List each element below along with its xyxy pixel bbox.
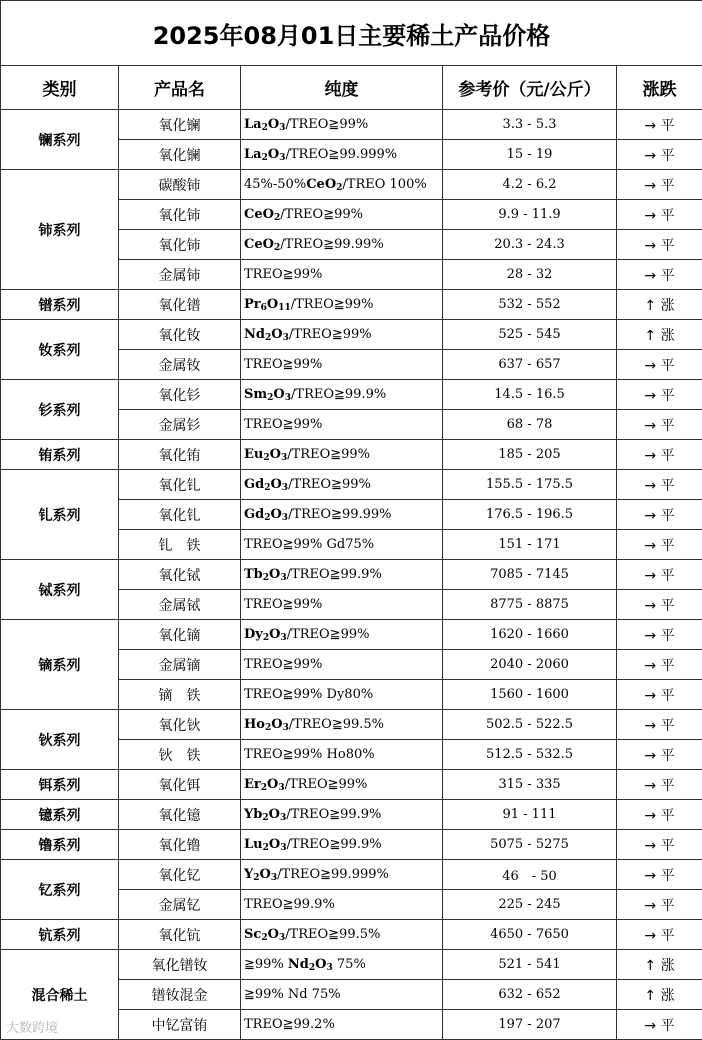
table-row bbox=[1, 380, 702, 410]
formula-element: O bbox=[268, 836, 281, 852]
chemical-formula bbox=[244, 507, 288, 522]
purity-prefix: ≧99% bbox=[244, 956, 288, 972]
purity-text: /TREO≧99.9% bbox=[286, 806, 382, 822]
formula-element: O bbox=[267, 776, 279, 792]
formula-subscript: 3 bbox=[281, 512, 289, 523]
formula-element: Lu bbox=[244, 836, 263, 852]
purity-text: 75% bbox=[332, 956, 366, 972]
purity-cell bbox=[241, 350, 443, 380]
formula-element: La bbox=[244, 146, 262, 162]
product-cell: 金属铽 bbox=[119, 590, 241, 620]
product-cell: 中钇富铕 bbox=[119, 1010, 241, 1040]
trend-cell: → 平 bbox=[617, 110, 702, 140]
purity-cell bbox=[241, 950, 443, 980]
trend-cell: → 平 bbox=[617, 230, 702, 260]
purity-cell bbox=[241, 560, 443, 590]
price-cell: 4650 - 7650 bbox=[443, 920, 617, 950]
formula-subscript: 2 bbox=[253, 872, 260, 883]
price-cell: 532 - 552 bbox=[443, 290, 617, 320]
price-cell: 525 - 545 bbox=[443, 320, 617, 350]
purity-cell bbox=[241, 470, 443, 500]
chemical-formula bbox=[244, 627, 287, 642]
formula-element: Er bbox=[244, 776, 261, 792]
price-cell: 15 - 19 bbox=[443, 140, 617, 170]
category-cell: 镥系列 bbox=[1, 830, 119, 860]
price-cell: 185 - 205 bbox=[443, 440, 617, 470]
header-row bbox=[1, 66, 702, 110]
formula-element: Yb bbox=[244, 806, 263, 822]
price-cell: 91 - 111 bbox=[443, 800, 617, 830]
purity-cell bbox=[241, 500, 443, 530]
formula-subscript: 2 bbox=[336, 182, 343, 193]
purity-text: TREO≧99.9% bbox=[244, 897, 335, 912]
category-cell: 铈系列 bbox=[1, 170, 119, 290]
purity-cell bbox=[241, 830, 443, 860]
price-cell: 3.3 - 5.3 bbox=[443, 110, 617, 140]
formula-subscript: 3 bbox=[280, 842, 287, 853]
page-title: 2025年08月01日主要稀土产品价格 bbox=[1, 1, 702, 66]
product-cell: 氧化镨钕 bbox=[119, 950, 241, 980]
product-cell: 镝 铁 bbox=[119, 680, 241, 710]
formula-subscript: 3 bbox=[281, 482, 289, 493]
chemical-formula bbox=[244, 387, 291, 402]
formula-element: Eu bbox=[244, 446, 264, 462]
watermark: 大数跨境 bbox=[6, 1021, 59, 1036]
purity-text: TREO≧99% bbox=[244, 357, 323, 372]
purity-text: /TREO≧99% bbox=[288, 326, 372, 342]
product-cell: 镨钕混金 bbox=[119, 980, 241, 1010]
category-cell: 钇系列 bbox=[1, 860, 119, 920]
formula-element: O bbox=[269, 446, 281, 462]
formula-subscript: 3 bbox=[279, 152, 286, 163]
purity-cell bbox=[241, 800, 443, 830]
chemical-formula bbox=[288, 957, 333, 972]
purity-text: /TREO≧99% bbox=[280, 206, 363, 222]
trend-cell: → 平 bbox=[617, 590, 702, 620]
product-cell: 氧化钆 bbox=[119, 500, 241, 530]
formula-subscript: 3 bbox=[280, 452, 288, 463]
price-cell: 8775 - 8875 bbox=[443, 590, 617, 620]
price-cell: 502.5 - 522.5 bbox=[443, 710, 617, 740]
trend-cell: → 平 bbox=[617, 560, 702, 590]
category-cell: 钪系列 bbox=[1, 920, 119, 950]
formula-subscript: 2 bbox=[261, 122, 268, 133]
purity-prefix: 45%-50% bbox=[244, 176, 307, 192]
formula-element: O bbox=[267, 116, 280, 132]
chemical-formula bbox=[244, 777, 285, 792]
product-cell: 氧化铽 bbox=[119, 560, 241, 590]
formula-subscript: 2 bbox=[264, 722, 272, 733]
price-cell: 225 - 245 bbox=[443, 890, 617, 920]
formula-subscript: 2 bbox=[262, 572, 270, 583]
purity-text: TREO≧99% bbox=[244, 657, 323, 672]
purity-text: TREO≧99% Gd75% bbox=[244, 537, 375, 552]
formula-subscript: 3 bbox=[282, 332, 289, 343]
formula-element: O bbox=[262, 206, 274, 222]
trend-cell: ↑ 涨 bbox=[617, 290, 702, 320]
product-cell: 金属铈 bbox=[119, 260, 241, 290]
chemical-formula bbox=[244, 837, 286, 852]
trend-cell: → 平 bbox=[617, 140, 702, 170]
formula-subscript: 2 bbox=[262, 842, 269, 853]
product-cell: 氧化钪 bbox=[119, 920, 241, 950]
header-product: 产品名 bbox=[119, 66, 241, 110]
header-trend: 涨跌 bbox=[617, 66, 702, 110]
price-cell: 9.9 - 11.9 bbox=[443, 200, 617, 230]
product-cell: 金属钇 bbox=[119, 890, 241, 920]
trend-cell: → 平 bbox=[617, 410, 702, 440]
price-cell: 2040 - 2060 bbox=[443, 650, 617, 680]
purity-cell bbox=[241, 230, 443, 260]
trend-cell: ↑ 涨 bbox=[617, 950, 702, 980]
price-cell: 637 - 657 bbox=[443, 350, 617, 380]
price-cell: 4.2 - 6.2 bbox=[443, 170, 617, 200]
formula-element: Ce bbox=[244, 236, 263, 252]
chemical-formula bbox=[244, 717, 289, 732]
category-cell: 钬系列 bbox=[1, 710, 119, 770]
product-cell: 氧化镱 bbox=[119, 800, 241, 830]
product-cell: 氧化镝 bbox=[119, 620, 241, 650]
purity-text: TREO≧99% bbox=[244, 267, 323, 282]
formula-element: Gd bbox=[244, 506, 265, 522]
formula-element: Pr bbox=[244, 296, 261, 312]
formula-element: O bbox=[267, 926, 279, 942]
purity-text: /TREO≧99% bbox=[285, 116, 369, 132]
purity-cell bbox=[241, 380, 443, 410]
trend-cell: → 平 bbox=[617, 860, 702, 890]
purity-cell bbox=[241, 410, 443, 440]
category-cell: 混合稀土 bbox=[1, 950, 119, 1040]
table-row bbox=[1, 830, 702, 860]
price-cell: 315 - 335 bbox=[443, 770, 617, 800]
purity-text: /TREO≧99% bbox=[288, 476, 371, 492]
formula-subscript: 2 bbox=[264, 482, 271, 493]
purity-text: TREO≧99% Ho80% bbox=[244, 747, 375, 762]
purity-text: /TREO 100% bbox=[342, 176, 427, 192]
price-cell: 1620 - 1660 bbox=[443, 620, 617, 650]
formula-subscript: 3 bbox=[282, 722, 289, 733]
formula-element: O bbox=[267, 146, 280, 162]
purity-cell bbox=[241, 140, 443, 170]
purity-text: /TREO≧99.999% bbox=[277, 866, 389, 882]
price-cell: 7085 - 7145 bbox=[443, 560, 617, 590]
product-cell: 碳酸铈 bbox=[119, 170, 241, 200]
purity-text: /TREO≧99.5% bbox=[285, 926, 381, 942]
trend-cell: → 平 bbox=[617, 830, 702, 860]
purity-cell bbox=[241, 530, 443, 560]
header-price: 参考价（元/公斤） bbox=[443, 66, 617, 110]
price-cell: 5075 - 5275 bbox=[443, 830, 617, 860]
trend-cell: → 平 bbox=[617, 1010, 702, 1040]
chemical-formula bbox=[244, 927, 285, 942]
formula-subscript: 2 bbox=[261, 152, 268, 163]
product-cell: 金属镝 bbox=[119, 650, 241, 680]
formula-element: O bbox=[270, 476, 282, 492]
formula-element: Dy bbox=[244, 626, 263, 642]
purity-text: /TREO≧99.9% bbox=[286, 566, 382, 582]
formula-element: O bbox=[271, 716, 283, 732]
category-cell: 钕系列 bbox=[1, 320, 119, 380]
formula-element: O bbox=[273, 386, 285, 402]
formula-subscript: 3 bbox=[279, 812, 287, 823]
formula-element: Ce bbox=[306, 176, 325, 192]
trend-cell: → 平 bbox=[617, 800, 702, 830]
price-cell: 1560 - 1600 bbox=[443, 680, 617, 710]
purity-cell bbox=[241, 170, 443, 200]
formula-element: O bbox=[269, 626, 281, 642]
formula-element: Gd bbox=[244, 476, 265, 492]
trend-cell: → 平 bbox=[617, 890, 702, 920]
formula-element: Nd bbox=[287, 956, 309, 972]
formula-subscript: 2 bbox=[267, 392, 274, 403]
trend-cell: → 平 bbox=[617, 200, 702, 230]
price-cell: 28 - 32 bbox=[443, 260, 617, 290]
formula-subscript: 3 bbox=[280, 632, 287, 643]
formula-element: O bbox=[271, 326, 283, 342]
chemical-formula bbox=[244, 237, 280, 252]
formula-element: O bbox=[315, 956, 327, 972]
table-row bbox=[1, 800, 702, 830]
category-cell: 钐系列 bbox=[1, 380, 119, 440]
product-cell: 氧化钬 bbox=[119, 710, 241, 740]
category-cell: 镱系列 bbox=[1, 800, 119, 830]
chemical-formula bbox=[244, 297, 291, 312]
purity-text: TREO≧99% Dy80% bbox=[244, 687, 374, 702]
product-cell: 氧化铈 bbox=[119, 200, 241, 230]
trend-cell: → 平 bbox=[617, 710, 702, 740]
purity-text: TREO≧99.2% bbox=[244, 1017, 335, 1032]
product-cell: 金属钕 bbox=[119, 350, 241, 380]
purity-text: /TREO≧99% bbox=[287, 446, 371, 462]
chemical-formula bbox=[244, 567, 287, 582]
category-cell: 铕系列 bbox=[1, 440, 119, 470]
category-cell: 镝系列 bbox=[1, 620, 119, 710]
purity-text: /TREO≧99.9% bbox=[286, 836, 382, 852]
purity-cell bbox=[241, 980, 443, 1010]
formula-element: Nd bbox=[244, 326, 265, 342]
purity-text: /TREO≧99.99% bbox=[288, 506, 392, 522]
formula-subscript: 2 bbox=[273, 242, 281, 253]
purity-cell bbox=[241, 620, 443, 650]
formula-subscript: 2 bbox=[263, 452, 270, 463]
table-row bbox=[1, 110, 702, 140]
product-cell: 氧化钕 bbox=[119, 320, 241, 350]
price-cell: 46 - 50 bbox=[443, 860, 617, 890]
formula-element: Tb bbox=[244, 566, 263, 582]
price-cell: 20.3 - 24.3 bbox=[443, 230, 617, 260]
product-cell: 氧化镨 bbox=[119, 290, 241, 320]
purity-cell bbox=[241, 740, 443, 770]
table-row bbox=[1, 620, 702, 650]
table-row bbox=[1, 920, 702, 950]
category-cell: 镨系列 bbox=[1, 290, 119, 320]
trend-cell: → 平 bbox=[617, 440, 702, 470]
chemical-formula bbox=[244, 477, 288, 492]
purity-cell bbox=[241, 890, 443, 920]
trend-cell: → 平 bbox=[617, 350, 702, 380]
formula-subscript: 3 bbox=[284, 392, 292, 403]
formula-element: O bbox=[259, 866, 271, 882]
purity-cell bbox=[241, 200, 443, 230]
trend-cell: → 平 bbox=[617, 680, 702, 710]
purity-text: /TREO≧99% bbox=[286, 626, 370, 642]
table-row bbox=[1, 860, 702, 890]
purity-cell bbox=[241, 920, 443, 950]
price-cell: 155.5 - 175.5 bbox=[443, 470, 617, 500]
trend-cell: ↑ 涨 bbox=[617, 980, 702, 1010]
table-row bbox=[1, 770, 702, 800]
formula-subscript: 3 bbox=[270, 872, 278, 883]
price-cell: 14.5 - 16.5 bbox=[443, 380, 617, 410]
trend-cell: → 平 bbox=[617, 260, 702, 290]
chemical-formula bbox=[244, 867, 277, 882]
formula-subscript: 3 bbox=[326, 962, 333, 973]
trend-cell: → 平 bbox=[617, 620, 702, 650]
header-purity: 纯度 bbox=[241, 66, 443, 110]
price-cell: 521 - 541 bbox=[443, 950, 617, 980]
category-cell: 铒系列 bbox=[1, 770, 119, 800]
formula-subscript: 3 bbox=[280, 572, 287, 583]
purity-cell bbox=[241, 440, 443, 470]
purity-cell bbox=[241, 290, 443, 320]
formula-subscript: 3 bbox=[279, 122, 286, 133]
formula-subscript: 11 bbox=[278, 302, 291, 313]
formula-element: O bbox=[262, 236, 274, 252]
title-row bbox=[1, 1, 702, 66]
purity-cell bbox=[241, 590, 443, 620]
formula-element: O bbox=[266, 296, 279, 312]
formula-element: Sm bbox=[244, 386, 268, 402]
product-cell: 氧化钆 bbox=[119, 470, 241, 500]
formula-element: Y bbox=[244, 866, 254, 882]
chemical-formula bbox=[244, 807, 286, 822]
formula-subscript: 2 bbox=[262, 812, 269, 823]
chemical-formula bbox=[244, 207, 280, 222]
product-cell: 氧化铕 bbox=[119, 440, 241, 470]
purity-cell bbox=[241, 260, 443, 290]
formula-subscript: 3 bbox=[278, 782, 285, 793]
purity-cell bbox=[241, 710, 443, 740]
price-cell: 197 - 207 bbox=[443, 1010, 617, 1040]
purity-text: /TREO≧99.99% bbox=[280, 236, 384, 252]
purity-text: TREO≧99% bbox=[244, 417, 323, 432]
price-cell: 176.5 - 196.5 bbox=[443, 500, 617, 530]
purity-text: ≧99% Nd 75% bbox=[244, 987, 341, 1002]
chemical-formula bbox=[244, 447, 287, 462]
purity-text: /TREO≧99.9% bbox=[291, 386, 387, 402]
purity-cell bbox=[241, 1010, 443, 1040]
table-row bbox=[1, 470, 702, 500]
product-cell: 氧化镥 bbox=[119, 830, 241, 860]
chemical-formula bbox=[244, 147, 285, 162]
formula-subscript: 3 bbox=[278, 932, 286, 943]
trend-cell: → 平 bbox=[617, 170, 702, 200]
chemical-formula bbox=[244, 327, 289, 342]
purity-text: /TREO≧99.5% bbox=[288, 716, 385, 732]
product-cell: 钬 铁 bbox=[119, 740, 241, 770]
purity-text: /TREO≧99% bbox=[290, 296, 374, 312]
table-row bbox=[1, 560, 702, 590]
formula-subscript: 2 bbox=[264, 512, 271, 523]
category-cell: 钆系列 bbox=[1, 470, 119, 560]
header-category: 类别 bbox=[1, 66, 119, 110]
product-cell: 氧化镧 bbox=[119, 110, 241, 140]
product-cell: 氧化钇 bbox=[119, 860, 241, 890]
trend-cell: → 平 bbox=[617, 740, 702, 770]
purity-text: /TREO≧99% bbox=[284, 776, 368, 792]
formula-subscript: 6 bbox=[260, 302, 267, 313]
product-cell: 金属钐 bbox=[119, 410, 241, 440]
price-cell: 151 - 171 bbox=[443, 530, 617, 560]
table-row bbox=[1, 320, 702, 350]
trend-cell: → 平 bbox=[617, 920, 702, 950]
trend-cell: ↑ 涨 bbox=[617, 320, 702, 350]
price-cell: 512.5 - 532.5 bbox=[443, 740, 617, 770]
category-cell: 铽系列 bbox=[1, 560, 119, 620]
trend-cell: → 平 bbox=[617, 770, 702, 800]
product-cell: 氧化铒 bbox=[119, 770, 241, 800]
purity-cell bbox=[241, 860, 443, 890]
chemical-formula bbox=[244, 117, 285, 132]
product-cell: 钆 铁 bbox=[119, 530, 241, 560]
price-cell: 632 - 652 bbox=[443, 980, 617, 1010]
formula-element: Ce bbox=[244, 206, 263, 222]
table-row bbox=[1, 710, 702, 740]
formula-element: Ho bbox=[244, 716, 265, 732]
purity-cell bbox=[241, 770, 443, 800]
table-row bbox=[1, 170, 702, 200]
formula-subscript: 2 bbox=[273, 212, 281, 223]
table-row bbox=[1, 950, 702, 980]
price-cell: 68 - 78 bbox=[443, 410, 617, 440]
purity-cell bbox=[241, 680, 443, 710]
trend-cell: → 平 bbox=[617, 530, 702, 560]
formula-element: O bbox=[269, 566, 281, 582]
product-cell: 氧化钐 bbox=[119, 380, 241, 410]
trend-cell: → 平 bbox=[617, 650, 702, 680]
formula-subscript: 2 bbox=[264, 332, 272, 343]
purity-text: /TREO≧99.999% bbox=[285, 146, 398, 162]
formula-element: O bbox=[324, 176, 337, 192]
purity-cell bbox=[241, 320, 443, 350]
formula-subscript: 2 bbox=[308, 962, 316, 973]
formula-subscript: 2 bbox=[261, 932, 268, 943]
chemical-formula bbox=[306, 177, 342, 192]
product-cell: 氧化镧 bbox=[119, 140, 241, 170]
purity-cell bbox=[241, 650, 443, 680]
purity-text: TREO≧99% bbox=[244, 597, 323, 612]
formula-element: La bbox=[244, 116, 262, 132]
trend-cell: → 平 bbox=[617, 470, 702, 500]
trend-cell: → 平 bbox=[617, 380, 702, 410]
purity-cell bbox=[241, 110, 443, 140]
trend-cell: → 平 bbox=[617, 500, 702, 530]
table-row bbox=[1, 290, 702, 320]
formula-element: O bbox=[270, 506, 282, 522]
formula-subscript: 2 bbox=[262, 632, 270, 643]
category-cell: 镧系列 bbox=[1, 110, 119, 170]
formula-element: Sc bbox=[244, 926, 262, 942]
product-cell: 氧化铈 bbox=[119, 230, 241, 260]
table-row bbox=[1, 440, 702, 470]
formula-subscript: 2 bbox=[260, 782, 268, 793]
formula-element: O bbox=[268, 806, 280, 822]
